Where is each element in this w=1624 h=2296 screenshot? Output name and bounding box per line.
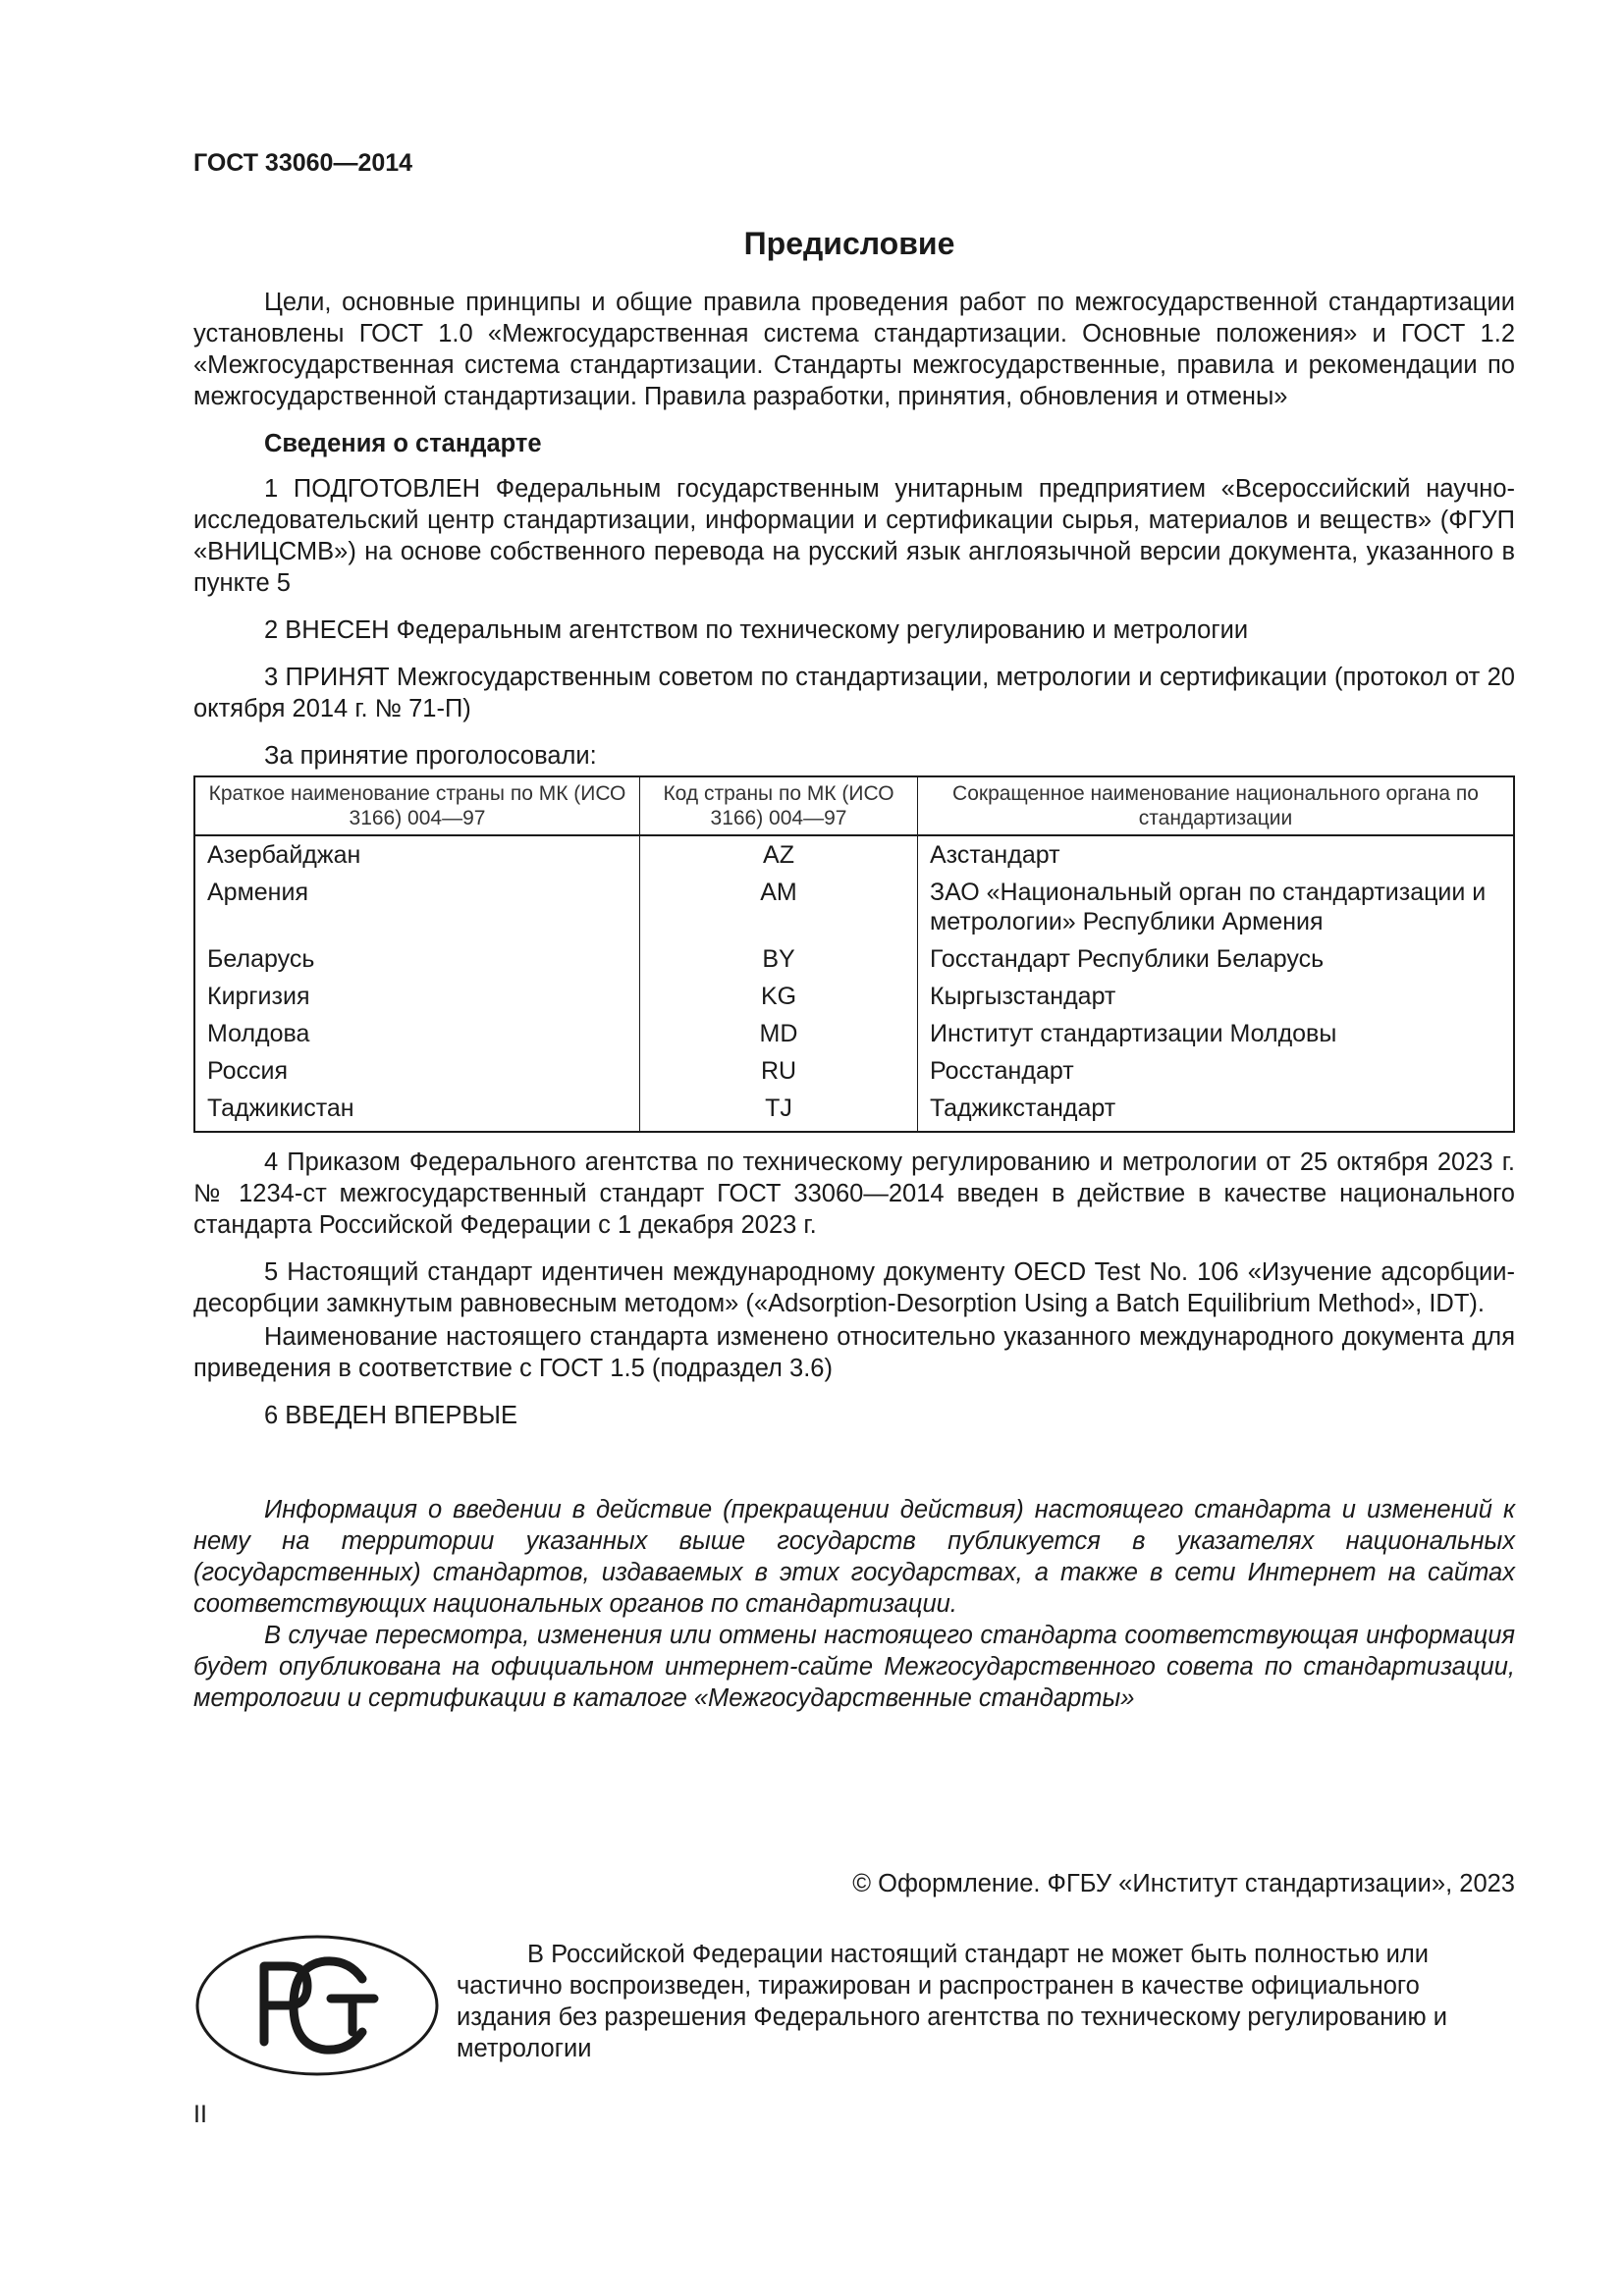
table-row — [194, 1015, 1514, 1052]
code-cell: RU — [640, 1052, 918, 1090]
header-body: Сокращенное наименование национального органа по стандартизации — [918, 776, 1515, 835]
body-cell: Госстандарт Республики Беларусь — [918, 940, 1515, 978]
info-paragraph-2: В случае пересмотра, изменения или отмены настоящего стандарта соответствующая информация будет опубликована на официальном интернет-сайте Межгосударственного совета по стандартизации, метрологии и сертификации в каталоге «Межгосударственные стандарты» — [193, 1622, 1515, 1712]
country-cell: Таджикистан — [207, 1095, 354, 1122]
country-cell: Беларусь — [207, 945, 315, 973]
body-cell: Таджикстандарт — [918, 1090, 1515, 1132]
item-1: 1 ПОДГОТОВЛЕН Федеральным государственным унитарным предприятием «Всероссийский научно-исследовательский центр стандартизации, информации и сертификации сырья, материалов и веществ» (ФГУП «ВНИЦСМВ») на основе собственного перевода на русский язык англоязычной версии документа, указанного в пункте 5 — [193, 475, 1515, 597]
document-code: ГОСТ 33060—2014 — [193, 149, 413, 177]
preface-title: Предисловие — [743, 226, 955, 261]
country-cell: Россия — [207, 1057, 288, 1085]
item-2: 2 ВНЕСЕН Федеральным агентством по техническому регулированию и метрологии — [264, 616, 1249, 644]
votes-table — [193, 775, 1515, 1133]
copyright-line: © Оформление. ФГБУ «Институт стандартизации», 2023 — [852, 1870, 1515, 1897]
rights-notice — [457, 1939, 1515, 2064]
table-row — [194, 874, 1514, 940]
table-row — [194, 835, 1514, 874]
body-cell: Росстандарт — [918, 1052, 1515, 1090]
rst-logo-icon — [193, 1932, 441, 2079]
code-cell: BY — [640, 940, 918, 978]
code-cell: TJ — [640, 1090, 918, 1132]
header-country: Краткое наименование страны по МК (ИСО 3166) 004—97 — [194, 776, 640, 835]
page-number: II — [193, 2101, 207, 2128]
table-row — [194, 940, 1514, 978]
code-cell: MD — [640, 1015, 918, 1052]
table-row — [194, 978, 1514, 1015]
body-cell: Кыргызстандарт — [918, 978, 1515, 1015]
rights-paragraph: В Российской Федерации настоящий стандарт не может быть полностью или частично воспроизведен, тиражирован и распространен в качестве официального издания без разрешения Федерального агентства по техническому регулированию и метрологии — [457, 1941, 1447, 2062]
code-cell: AZ — [640, 835, 918, 874]
preface-intro: Цели, основные принципы и общие правила проведения работ по межгосударственной стандартизации установлены ГОСТ 1.0 «Межгосударственная система стандартизации. Основные положения» и ГОСТ 1.2 «Межгосударственная система стандартизации. Стандарты межгосударственные, правила и рекомендации по межгосударственной стандартизации. Правила разработки, принятия, обновления и отмены» — [193, 289, 1515, 410]
votes-table-header — [194, 776, 1514, 835]
votes-label: За принятие проголосовали: — [264, 742, 597, 770]
item-5: 5 Настоящий стандарт идентичен международному документу OECD Test No. 106 «Изучение адсорбции-десорбции замкнутым равновесным методом» («Adsorption-Desorption Using a Batch Equilibrium Method», IDT). — [193, 1258, 1515, 1317]
country-cell: Киргизия — [207, 983, 310, 1010]
table-row — [194, 1090, 1514, 1132]
item-3: 3 ПРИНЯТ Межгосударственным советом по стандартизации, метрологии и сертификации (протокол от 20 октября 2014 г. № 71-П) — [193, 664, 1515, 722]
code-cell: KG — [640, 978, 918, 1015]
document-body — [193, 287, 1515, 1714]
standard-info-heading: Сведения о стандарте — [264, 430, 542, 457]
country-cell: Азербайджан — [207, 841, 361, 869]
body-cell: Институт стандартизации Молдовы — [918, 1015, 1515, 1052]
info-paragraph-1: Информация о введении в действие (прекращении действия) настоящего стандарта и изменений к нему на территории указанных выше государств публикуется в указателях национальных (государственных) стандартов, издаваемых в этих государствах, а также в сети Интернет на сайтах соответствующих национальных органов по стандартизации. — [193, 1496, 1515, 1618]
country-cell: Армения — [207, 879, 308, 906]
code-cell: AM — [640, 874, 918, 940]
item-5-note: Наименование настоящего стандарта изменено относительно указанного международного документа для приведения в соответствие с ГОСТ 1.5 (подраздел 3.6) — [193, 1323, 1515, 1382]
item-6: 6 ВВЕДЕН ВПЕРВЫЕ — [264, 1402, 518, 1429]
country-cell: Молдова — [207, 1020, 310, 1047]
info-block — [193, 1494, 1515, 1714]
table-row — [194, 1052, 1514, 1090]
item-4: 4 Приказом Федерального агентства по техническому регулированию и метрологии от 25 октября 2023 г. № 1234-ст межгосударственный стандарт ГОСТ 33060—2014 введен в действие в качестве национального стандарта Российской Федерации с 1 декабря 2023 г. — [193, 1148, 1515, 1239]
header-code: Код страны по МК (ИСО 3166) 004—97 — [640, 776, 918, 835]
body-cell: Азстандарт — [918, 835, 1515, 874]
body-cell: ЗАО «Национальный орган по стандартизации и метрологии» Республики Армения — [918, 874, 1515, 940]
